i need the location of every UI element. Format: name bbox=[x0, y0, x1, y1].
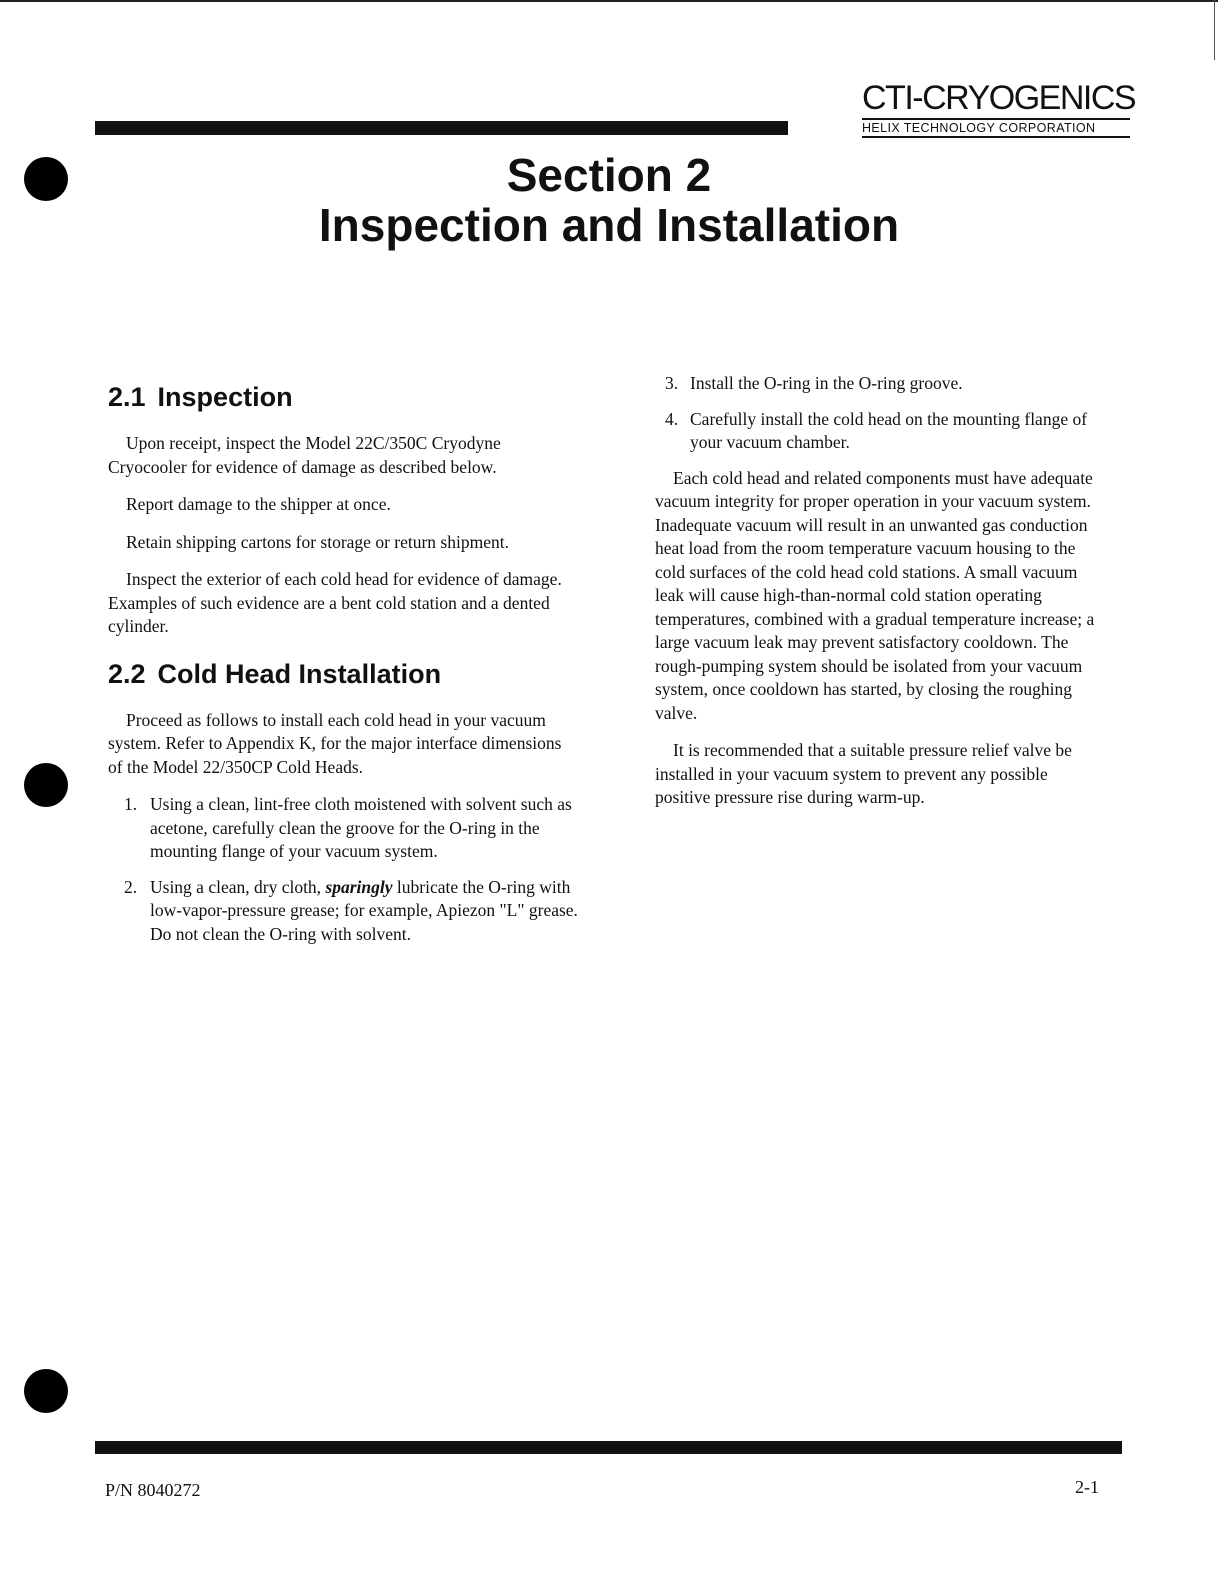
list-item bbox=[108, 876, 578, 947]
section-title: Section 2 bbox=[506, 149, 712, 201]
list-item bbox=[108, 793, 578, 864]
heading-2-1 bbox=[108, 380, 578, 414]
step-text: Install the O-ring in the O-ring groove. bbox=[690, 373, 963, 393]
left-column bbox=[108, 380, 578, 958]
right-column bbox=[655, 372, 1105, 824]
heading-text: Inspection bbox=[157, 382, 293, 412]
heading-number: 2.2 bbox=[108, 658, 146, 689]
paragraph: Upon receipt, inspect the Model 22C/350C Cryodyne Cryocooler for evidence of damage as described below. bbox=[108, 433, 501, 477]
step-text: Carefully install the cold head on the mounting flange of your vacuum chamber. bbox=[690, 408, 1088, 452]
page-title bbox=[0, 150, 1218, 250]
logo-subtitle: HELIX TECHNOLOGY CORPORATION bbox=[862, 118, 1130, 138]
page-right-edge bbox=[1214, 0, 1215, 60]
paragraph: Proceed as follows to install each cold head in your vacuum system. Refer to Appendix K, for the major interface dimensions of the Model 22/350CP Cold Heads. bbox=[108, 709, 562, 777]
section-subtitle: Inspection and Installation bbox=[318, 199, 900, 251]
logo-name: CTI-CRYOGENICS bbox=[862, 79, 1136, 117]
paragraph: Retain shipping cartons for storage or return shipment. bbox=[126, 531, 509, 552]
footer-rule bbox=[95, 1441, 1122, 1454]
company-logo bbox=[862, 78, 1136, 138]
step-number: 2. bbox=[124, 876, 138, 897]
heading-2-2 bbox=[108, 657, 578, 691]
heading-number: 2.1 bbox=[108, 382, 146, 412]
paragraph: Report damage to the shipper at once. bbox=[126, 494, 391, 514]
paragraph: Inspect the exterior of each cold head for evidence of damage. Examples of such evidence are a bent cold station and a dented cylinder. bbox=[108, 569, 562, 636]
step-text-post: lubricate the O-ring with low-vapor-pressure grease; for example, Apiezon "L" grease. Do not clean the O-ring with solvent. bbox=[150, 876, 578, 944]
install-steps-list bbox=[108, 793, 578, 946]
paragraph: Each cold head and related components must have adequate vacuum integrity for proper operation in your vacuum system. Inadequate vacuum will result in an unwanted gas conduction heat load from the room temperature vacuum housing to the cold surfaces of the cold head cold stations. A small vacuum leak will cause high-than-normal cold station operating temperatures, combined with a gradual temperature increase; a large vacuum leak may prevent satisfactory cooldown. The rough-pumping system should be isolated from your vacuum system, once cooldown has started, by closing the roughing valve. bbox=[655, 467, 1095, 723]
heading-text: Cold Head Installation bbox=[157, 658, 442, 689]
paragraph: It is recommended that a suitable pressure relief valve be installed in your vacuum system to prevent any possible positive pressure rise during warm-up. bbox=[655, 740, 1072, 807]
step-text: Using a clean, lint-free cloth moistened with solvent such as acetone, carefully clean the groove for the O-ring in the mounting flange of your vacuum system. bbox=[150, 794, 572, 861]
install-steps-list-continued bbox=[655, 372, 1105, 455]
header-rule bbox=[95, 121, 788, 135]
step-number: 3. bbox=[665, 373, 679, 393]
punch-hole-bottom bbox=[24, 1369, 68, 1413]
step-text-pre: Using a clean, dry cloth, bbox=[150, 876, 326, 897]
list-item bbox=[655, 372, 1105, 396]
part-number: P/N 8040272 bbox=[105, 1480, 201, 1500]
step-emphasis: sparingly bbox=[325, 876, 393, 897]
step-number: 4. bbox=[665, 408, 679, 429]
page-number: 2-1 bbox=[1075, 1477, 1099, 1497]
punch-hole-middle bbox=[24, 763, 68, 807]
step-number: 1. bbox=[124, 794, 138, 814]
list-item bbox=[655, 408, 1105, 455]
page-top-edge bbox=[0, 0, 1218, 2]
